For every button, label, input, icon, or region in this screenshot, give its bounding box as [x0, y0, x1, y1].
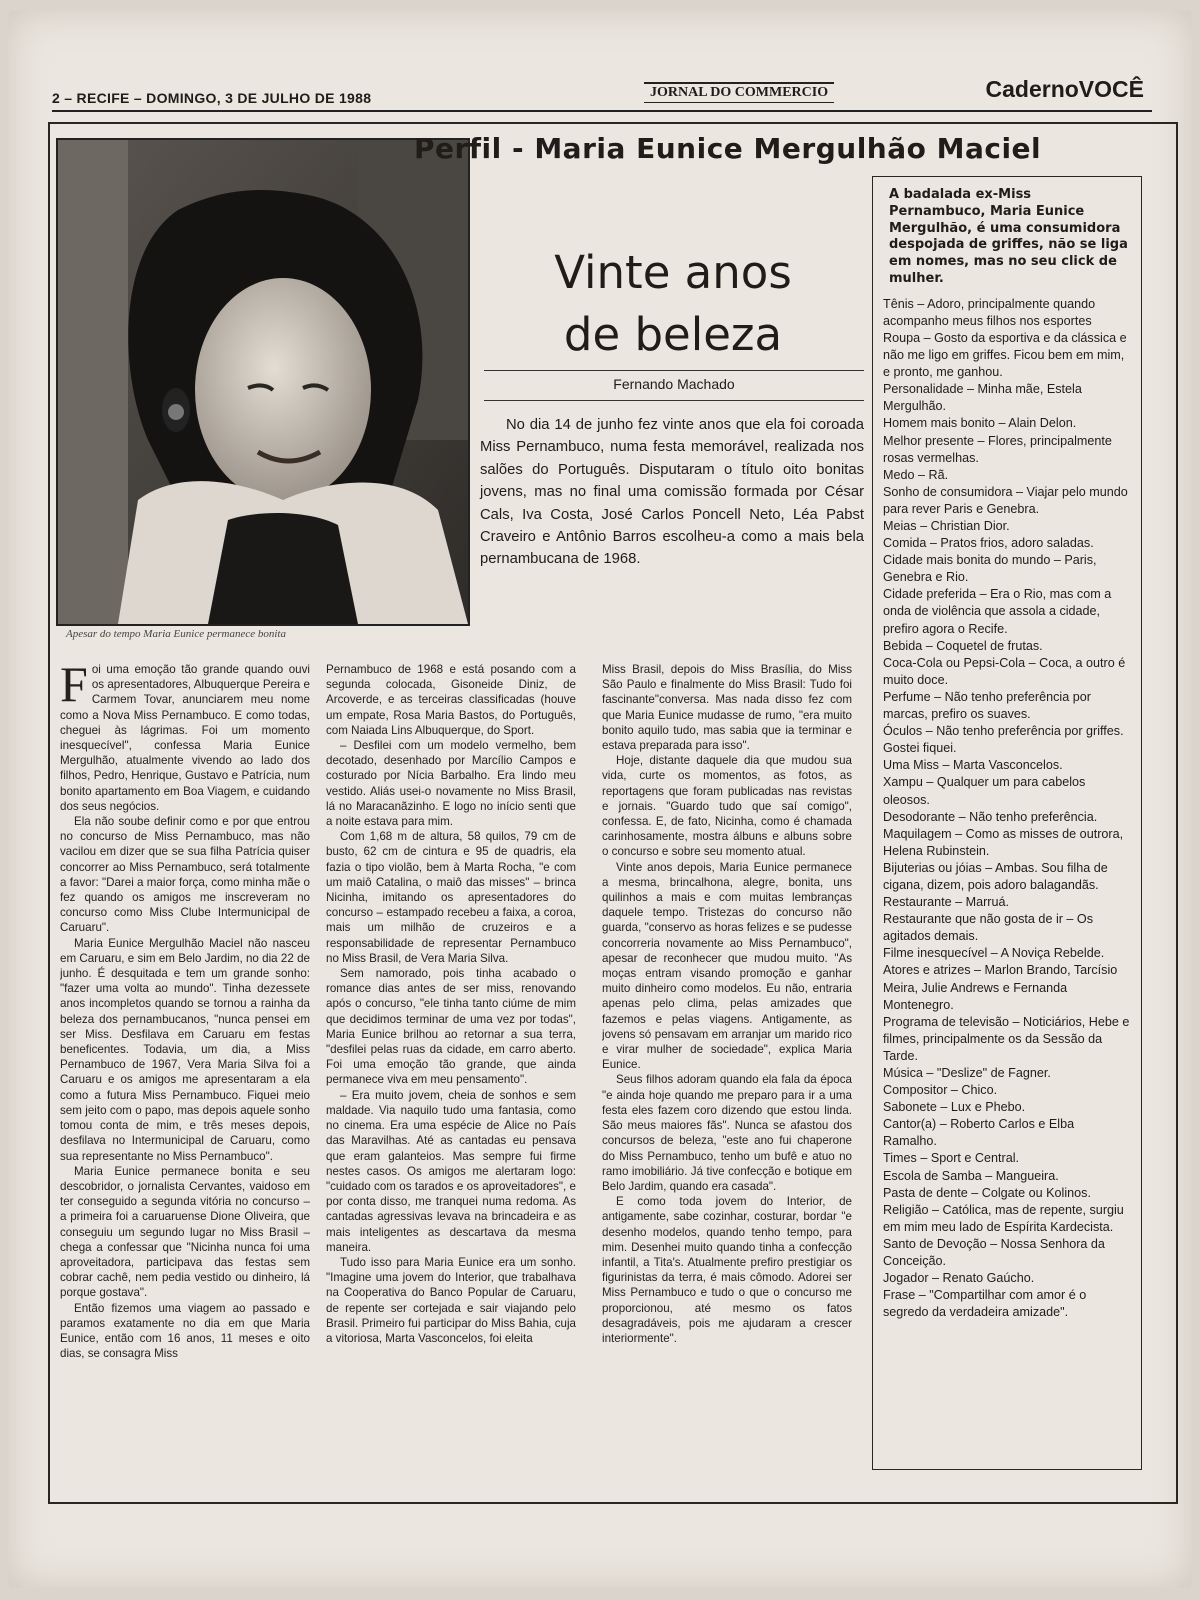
sidebar-item: Desodorante – Não tenho preferência. [883, 809, 1098, 824]
sidebar-item: Meias – Christian Dior. [883, 519, 1010, 533]
portrait-photo [56, 138, 470, 626]
article-column-3 [602, 662, 852, 1500]
sidebar-item: Homem mais bonito – Alain Delon. [883, 416, 1077, 431]
portrait-image [58, 140, 468, 624]
headline-line-1: Vinte anos [554, 246, 792, 299]
sidebar-item: Pasta de dente – Colgate ou Kolinos. [883, 1185, 1091, 1200]
column-paragraph: Hoje, distante daquele dia que mudou sua vida, curte os momentos, as fotos, as reportagens que foram publicadas nas revistas e jornais. "Guardo tudo que saí comigo", confessa. E, de fato, Nicinha, como é chamada carinhosamente, mostra álbuns e albuns sobre o concurso e sobre seu momento atual. [602, 754, 852, 859]
sidebar-item: Sonho de consumidora – Viajar pelo mundo para rever Paris e Genebra. [883, 484, 1128, 516]
sidebar-item: Cidade preferida – Era o Rio, mas com a onda de violência que assola a cidade, prefiro agora o Recife. [883, 587, 1112, 636]
headline [478, 242, 868, 366]
sidebar-item: Música – "Deslize" de Fagner. [883, 1066, 1051, 1080]
profile-kicker: Perfil - Maria Eunice Mergulhão Maciel [414, 132, 1042, 165]
sidebar-item: Religião – Católica, mas de repente, surgiu em mim meu lado de Espírita Kardecista. [883, 1202, 1124, 1234]
sidebar-item: Comida – Pratos frios, adoro saladas. [883, 536, 1094, 551]
article-column-1 [60, 662, 310, 1500]
sidebar-item: Atores e atrizes – Marlon Brando, Tarcísio Meira, Julie Andrews e Fernanda Montenegro. [883, 963, 1118, 1012]
sidebar-item: Cidade mais bonita do mundo – Paris, Genebra e Rio. [883, 553, 1097, 585]
sidebar-item: Compositor – Chico. [883, 1083, 998, 1098]
column-paragraph: Miss Brasil, depois do Miss Brasília, do Miss São Paulo e finalmente do Miss Brasil: Tudo foi fascinante"conversa. Mas nada disso fez com que Maria Eunice mudasse de rumo, "era muito bonito aquilo tudo, mas sabia que ia terminar e estava preparada para isso". [602, 663, 852, 753]
sidebar-item: Restaurante que não gosta de ir – Os agitados demais. [883, 912, 1094, 944]
lede-text: No dia 14 de junho fez vinte anos que ela foi coroada Miss Pernambuco, numa festa memorável, realizada nos salões do Português. Disputaram o título oito bonitas jovens, mas no final uma comissão formada por César Cals, Iva Costa, José Carlos Poncell Neto, Léa Pabst Craveiro e Antônio Barros escolheu-a como a mais bela pernambucana de 1968. [480, 417, 864, 568]
sidebar-item: Jogador – Renato Gaúcho. [883, 1271, 1035, 1286]
sidebar-item: Frase – "Compartilhar com amor é o segredo da verdadeira amizade". [883, 1288, 1087, 1320]
newspaper-page [8, 10, 1192, 1588]
sidebar-list [883, 296, 1131, 1322]
sidebar-item: Roupa – Gosto da esportiva e da clássica e não me ligo em griffes. Ficou bem em mim, e pronto, me ganhou. [883, 330, 1127, 380]
column-paragraph: Ela não soube definir como e por que entrou no concurso de Miss Pernambuco, mas não vacilou em dizer que se sua filha Patrícia quiser concorrer ao Miss Pernambuco, será totalmente a favor: "Darei a maior força, como minha mãe o fez quando os amigos me inscreveram no concurso como Miss Clube Intermunicipal de Caruaru". [60, 815, 310, 935]
column-paragraph: Pernambuco de 1968 e está posando com a segunda colocada, Gisoneide Diniz, de Arcoverde, e as terceiras classificadas (houve um empate, Rosa Maria Bastos, do Português, com Naiada Lins Albuquerque, do Sport. [326, 663, 576, 737]
sidebar-item: Personalidade – Minha mãe, Estela Mergulhão. [883, 382, 1082, 414]
column-paragraph: Seus filhos adoram quando ela fala da época "e ainda hoje quando me preparo para ir a uma festa eles fazem coro dizendo que estou linda. São meus maiores fãs". Nunca se afastou dos concursos de beleza, "este ano fui chaperone do Miss Pernambuco, tenho um bufê e atuo no ramo imobiliário. Já tive confecção e botique em Belo Jardim, quando era casada". [602, 1073, 852, 1193]
column-paragraph: Tudo isso para Maria Eunice era um sonho. "Imagine uma jovem do Interior, que trabalhava na Cooperativa do Banco Popular de Caruaru, de repente ser cortejada e sair viajando pelo Brasil. Primeiro fui participar do Miss Bahia, cuja a vitoriosa, Marta Vasconcelos, foi eleita [326, 1255, 576, 1345]
newspaper-name: JORNAL DO COMMERCIO [644, 82, 834, 103]
article-column-2 [326, 662, 576, 1500]
sidebar-item: Programa de televisão – Noticiários, Hebe e filmes, principalmente os da Sessão da Tarde. [883, 1014, 1130, 1063]
column-paragraph [60, 662, 310, 814]
sidebar-item: Filme inesquecível – A Noviça Rebelde. [883, 946, 1105, 961]
sidebar-item: Sabonete – Lux e Phebo. [883, 1100, 1026, 1115]
sidebar-item: Medo – Rã. [883, 467, 949, 482]
sidebar-item: Times – Sport e Central. [883, 1151, 1020, 1166]
sidebar-item: Escola de Samba – Mangueira. [883, 1168, 1059, 1183]
edition-dateline: 2 – RECIFE – DOMINGO, 3 DE JULHO DE 1988 [52, 90, 372, 106]
masthead-rule [52, 110, 1152, 112]
drop-cap: F [60, 662, 88, 712]
column-paragraph: Então fizemos uma viagem ao passado e paramos exatamente no dia em que Maria Eunice, então com 16 anos, 11 meses e oito dias, se consagra Miss [60, 1301, 310, 1361]
sidebar-item: Bebida – Coquetel de frutas. [883, 638, 1043, 653]
headline-line-2: de beleza [563, 308, 783, 361]
masthead [44, 76, 1154, 112]
photo-caption: Apesar do tempo Maria Eunice permanece bonita [66, 628, 286, 640]
sidebar-item: Xampu – Qualquer um para cabelos oleosos. [883, 775, 1086, 807]
section-name: CadernoVOCÊ [985, 76, 1144, 102]
column-paragraph: – Era muito jovem, cheia de sonhos e sem maldade. Via naquilo tudo uma fantasia, como no cinema. Era uma espécie de Alice no País das Maravilhas. Até as cantadas eu pensava que eram galanteios. Mas sempre fui firme nestes casos. Os amigos me alertaram logo: "cuidado com os tarados e os aproveitadores", e por conta disso, me tranquei numa redoma. As cantadas agressivas levava na brincadeira e as mais inteligentes as descartava da mesma maneira. [326, 1088, 576, 1254]
column-paragraph: E como toda jovem do Interior, de antigamente, sabe cozinhar, costurar, bordar "e desenho modelos, quando tenho tempo, para mim. Desenhei muito quando tinha a confecção infantil, a Tita's. Atualmente prefiro prestigiar os figurinistas da terra, é mais cômodo. Adorei ser Miss Pernambuco e tudo o que o concurso me proporcionou, até mesmo os fatos desagradáveis, pois me ajudaram a crescer interiormente". [602, 1195, 852, 1345]
sidebar-item: Melhor presente – Flores, principalmente rosas vermelhas. [883, 433, 1112, 465]
column-paragraph: Maria Eunice Mergulhão Maciel não nasceu em Caruaru, e sim em Belo Jardim, no dia 22 de junho. É desquitada e tem um grande sonho: "fazer uma volta ao mundo". Tinha dezessete anos incompletos quando se tornou a rainha da beleza dos pernambucanos, "nunca pensei em ser Miss. Desfilava em Caruaru em festas beneficentes. Todavia, um dia, a Miss Pernambuco de 1967, Vera Maria Silva foi a Caruaru e os amigos me apresentaram a ela como a futura Miss Pernambuco. Fiquei meio sem jeito com o papo, mas depois aquele sonho tomou conta de mim, e três meses depois, desfilava no Intermunicipal de Caruaru, como sua representante no Miss Pernambuco". [60, 936, 310, 1163]
preferences-sidebar [872, 176, 1142, 1470]
sidebar-item: Bijuterias ou jóias – Ambas. Sou filha de cigana, dizem, pois adoro balagandãs. [883, 860, 1108, 892]
sidebar-item: Santo de Devoção – Nossa Senhora da Conceição. [883, 1236, 1105, 1269]
lede-paragraph [480, 414, 864, 571]
paragraph-text: oi uma emoção tão grande quando ouvi os apresentadores, Albuquerque Pereira e Carmem Tovar, anunciarem meu nome como a Nova Miss Pernambuco. E como todas, cheguei às lágrimas. Foi um momento inesquecível", confessa Maria Eunice Mergulhão, atualmente vivendo ao lado dos filhos, Pedro, Henrique, Gustavo e Patrícia, num bonito apartamento em Boa Viagem, e cuidando dos seus negócios. [60, 663, 310, 813]
sidebar-item: Cantor(a) – Roberto Carlos e Elba Ramalho. [883, 1117, 1075, 1149]
sidebar-item: Maquilagem – Como as misses de outrora, Helena Rubinstein. [883, 826, 1124, 858]
column-paragraph: Vinte anos depois, Maria Eunice permanece a mesma, brincalhona, alegre, bonita, uns quilinhos a mais e com muitas lembranças daquele tempo. Tristezas do concurso não guarda, "conservo as horas felizes e se pudesse concorreria novamente ao Miss Pernambuco", apesar de reconhecer que mudou muito. "As moças entram visando promoção e ganhar muito dinheiro como modelos. Eu não, entraria apenas pelo clima, pelas amizades que fazemos e pelas viagens. Antigamente, as jovens só pensavam em arranjar um marido rico e virar mulher de sociedade", explica Maria Eunice. [602, 860, 852, 1072]
sidebar-item: Tênis – Adoro, principalmente quando acompanho meus filhos nos esportes [883, 296, 1096, 328]
byline: Fernando Machado [613, 376, 735, 392]
byline-rule-bottom [484, 400, 864, 401]
sidebar-item: Perfume – Não tenho preferência por marcas, prefiro os suaves. [883, 689, 1091, 722]
sidebar-item: Coca-Cola ou Pepsi-Cola – Coca, a outro é muito doce. [883, 655, 1126, 687]
column-paragraph: Sem namorado, pois tinha acabado o romance dias antes de ser miss, renovando após o concurso, "ele tinha tanto ciúme de mim que decidimos terminar de uma vez por todas", Maria Eunice brilhou ao retornar a sua terra, "desfilei pelas ruas da cidade, em carro aberto. Foi uma emoção tão grande, que ainda permanece viva em meu pensamento". [326, 967, 576, 1087]
column-paragraph: Maria Eunice permanece bonita e seu descobridor, o jornalista Cervantes, vaidoso em ter conseguido a segunda vitória no concurso – a primeira foi a caruaruense Dione Oliveira, que conseguiu um segundo lugar no Miss Brasil – chega a confessar que "Nicinha nunca foi uma aproveitadora, participava das festas sem cobrar cachê, nem pedia vestido ou dinheiro, lá porque gostava". [60, 1164, 310, 1300]
byline-rule-top [484, 370, 864, 371]
sidebar-intro: A badalada ex-Miss Pernambuco, Maria Eunice Mergulhão, é uma consumidora despojada de griffes, não se liga em nomes, mas no seu click de mulher. [889, 187, 1128, 286]
sidebar-item: Restaurante – Marruá. [883, 895, 1009, 910]
column-paragraph: Com 1,68 m de altura, 58 quilos, 79 cm de busto, 62 cm de cintura e 95 de quadris, ela fazia o tipo violão, bem à Marta Rocha, "e com um maiô Catalina, o maiô das misses" – brinca Nicinha, imitando os apresentadores do concurso – estampado recebeu a faixa, a coroa, mais um milhão de cruzeiros e a responsabilidade de representar Pernambuco no Miss Brasil, de Vera Maria Silva. [326, 830, 576, 965]
sidebar-item: Óculos – Não tenho preferência por griffes. Gostei fiquei. [883, 724, 1124, 756]
sidebar-item: Uma Miss – Marta Vasconcelos. [883, 758, 1063, 773]
column-paragraph: – Desfilei com um modelo vermelho, bem decotado, desenhado por Marcílio Campos e costurado por Nícia Barbalho. Era lindo meu vestido. Aliás usei-o novamente no Miss Brasil, lá no Maracanãzinho. E logo no início senti que a noite estava para mim. [326, 739, 576, 829]
